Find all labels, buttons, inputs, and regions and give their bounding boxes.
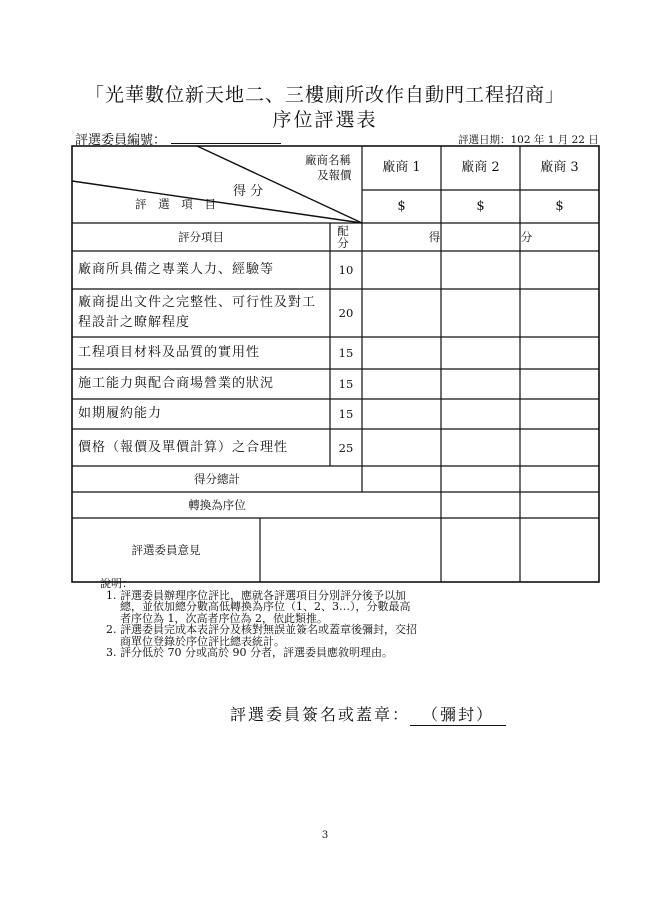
criterion-3-weight: 15 xyxy=(338,346,354,360)
criterion-6-weight: 25 xyxy=(338,440,354,455)
page-number: 3 xyxy=(321,830,329,841)
signature-label: 評選委員簽名或蓋章： xyxy=(230,705,411,724)
form-subtitle: 序位評選表 xyxy=(272,109,378,131)
vendor-1-price[interactable]: $ xyxy=(397,198,406,214)
committee-number-field[interactable] xyxy=(171,143,281,144)
criterion-2-weight: 20 xyxy=(338,306,354,320)
weight-column-header: 配分 xyxy=(337,224,349,250)
score-header-label: 得 分 xyxy=(233,184,264,199)
item-column-header: 評分項目 xyxy=(178,230,224,244)
note-3: 3. 評分低於 70 分或高於 90 分者，評選委員應敘明理由。 xyxy=(120,647,420,659)
criterion-4-weight: 15 xyxy=(338,377,354,391)
vendor-1-header: 廠商 1 xyxy=(382,160,421,175)
seal-field[interactable]: （彌封） xyxy=(410,702,506,726)
committee-number-label: 評選委員編號： xyxy=(75,133,167,148)
criterion-5: 如期履約能力 xyxy=(78,406,163,421)
signature-area xyxy=(230,702,506,726)
evaluation-date: 評選日期：102 年 1 月 22 日 xyxy=(458,134,599,146)
criterion-2: 廠商提出文件之完整性、可行性及對工程設計之瞭解程度 xyxy=(78,295,317,330)
vendor-name-label: 廠商名稱 xyxy=(305,153,351,167)
vendor-price-label: 及報價 xyxy=(317,168,352,182)
criterion-4: 施工能力與配合商場營業的狀況 xyxy=(78,376,275,391)
vendor-2-header: 廠商 2 xyxy=(461,160,500,175)
criterion-5-weight: 15 xyxy=(338,407,354,421)
notes-title: 說明： xyxy=(100,577,133,590)
score-column-header: 得 分 xyxy=(428,230,533,244)
vendor-3-header: 廠商 3 xyxy=(540,160,579,175)
note-2: 2. 評選委員完成本表評分及核對無誤並簽名或蓋章後彌封，交招商單位登錄於序位評比總表統計。 xyxy=(120,624,420,647)
note-1: 1. 評選委員辦理序位評比，應就各評選項目分別評分後予以加總，並依加總分數高低轉換為序位（1、2、3…），分數最高者序位為 1，次高者序位為 2，依此類推。 xyxy=(120,590,420,625)
criterion-1: 廠商所具備之專業人力、經驗等 xyxy=(78,262,275,277)
vendor-2-price[interactable]: $ xyxy=(476,198,485,214)
criterion-3: 工程項目材料及品質的實用性 xyxy=(78,345,261,360)
vendor-3-price[interactable]: $ xyxy=(555,198,564,214)
criterion-6: 價格（報價及單價計算）之合理性 xyxy=(78,439,289,455)
item-header-label: 評 選 項 目 xyxy=(135,197,220,211)
opinion-label: 評選委員意見 xyxy=(131,543,201,557)
notes-section xyxy=(100,578,420,659)
form-title: 「光華數位新天地二、三樓廁所改作自動門工程招商」 xyxy=(84,84,565,106)
criterion-1-weight: 10 xyxy=(338,263,354,277)
total-score-label: 得分總計 xyxy=(194,472,240,486)
rank-label: 轉換為序位 xyxy=(188,498,246,512)
